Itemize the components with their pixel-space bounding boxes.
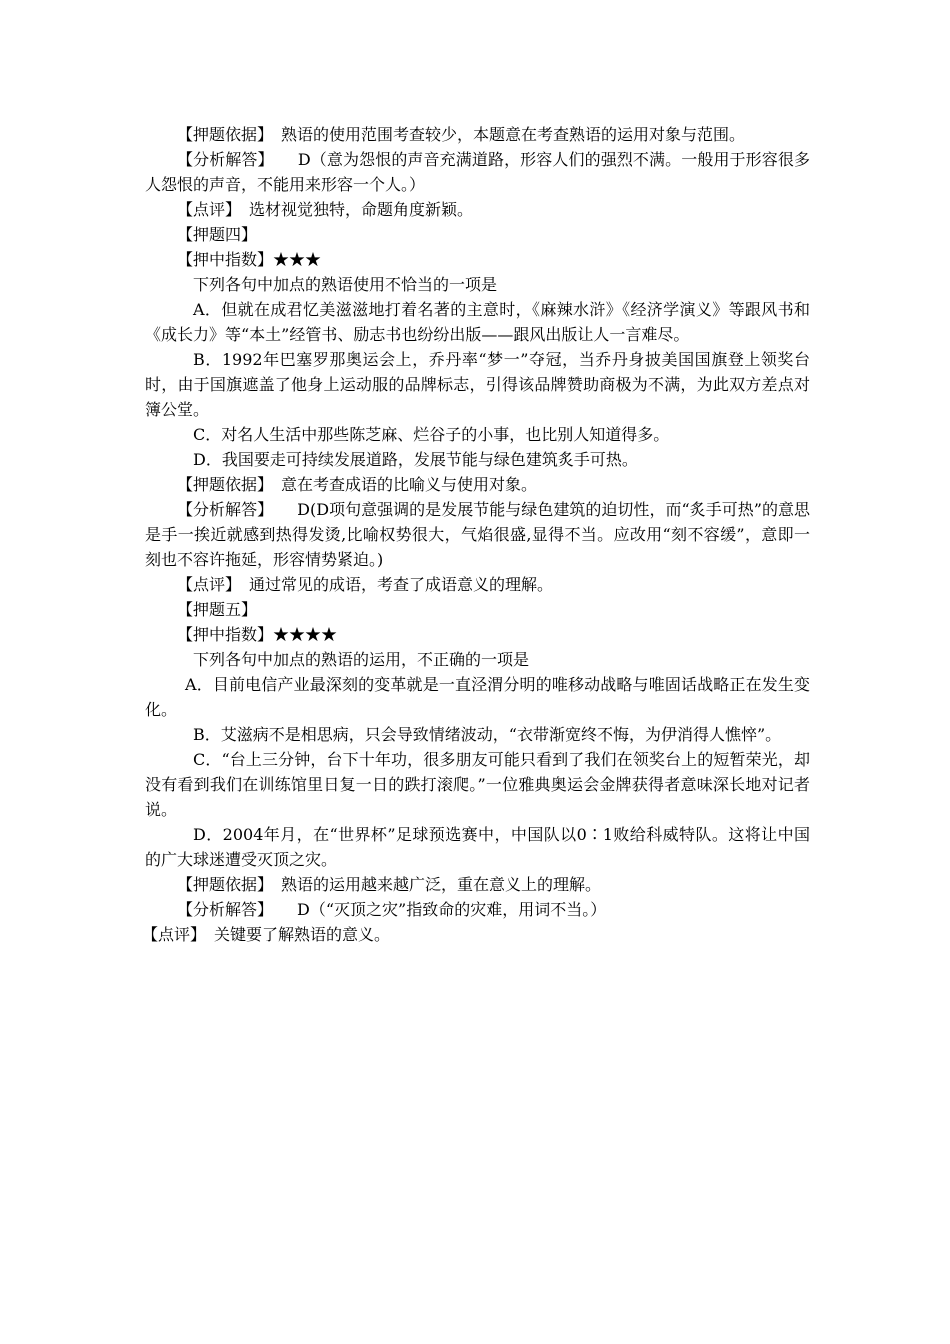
document-page xyxy=(142,122,810,947)
paragraph-basis-5: 【押题依据】 熟语的运用越来越广泛，重在意义上的理解。 xyxy=(177,875,602,894)
question-5-option-c: C．“台上三分钟，台下十年功，很多朋友可能只看到了我们在领奖台上的短暂荣光，却没有看到我们在训练馆里日复一日的跌打滚爬。”一位雅典奥运会金牌获得者意味深长地对记者说。 xyxy=(145,750,810,819)
paragraph-answer-3: 【分析解答】 D（意为怨恨的声音充满道路，形容人们的强烈不满。一般用于形容很多人怨恨的声音，不能用来形容一个人。） xyxy=(145,150,810,194)
heading-question-5: 【押题五】 xyxy=(177,600,258,619)
question-4-option-c: C．对名人生活中那些陈芝麻、烂谷子的小事，也比别人知道得多。 xyxy=(193,425,670,444)
paragraph-basis-3: 【押题依据】 熟语的使用范围考查较少，本题意在考查熟语的运用对象与范围。 xyxy=(177,125,746,144)
paragraph-comment-5: 【点评】 关键要了解熟语的意义。 xyxy=(142,925,391,944)
question-5-stem: 下列各句中加点的熟语的运用，不正确的一项是 xyxy=(193,650,530,669)
question-5-option-d: D．2004年月，在“世界杯”足球预选赛中，中国队以0∶1败给科威特队。这将让中国的广大球迷遭受灭顶之灾。 xyxy=(145,825,810,869)
question-5-option-a: A．目前电信产业最深刻的变革就是一直泾渭分明的唯移动战略与唯固话战略正在发生变化。 xyxy=(145,675,810,719)
question-4-option-d: D．我国要走可持续发展道路，发展节能与绿色建筑炙手可热。 xyxy=(193,450,638,469)
paragraph-basis-4: 【押题依据】 意在考查成语的比喻义与使用对象。 xyxy=(177,475,538,494)
question-4-stem: 下列各句中加点的熟语使用不恰当的一项是 xyxy=(193,275,498,294)
paragraph-answer-5: 【分析解答】 D（“灭顶之灾”指致命的灾难，用词不当。） xyxy=(177,900,607,919)
paragraph-answer-4: 【分析解答】 D(D项句意强调的是发展节能与绿色建筑的迫切性，而“炙手可热”的意思是手一挨近就感到热得发烫,比喻权势很大，气焰很盛,显得不当。应改用“刻不容缓”，意即一刻也不容许拖延，形容情势紧迫。) xyxy=(145,500,810,569)
paragraph-comment-4: 【点评】 通过常见的成语，考查了成语意义的理解。 xyxy=(177,575,554,594)
question-4-option-b: B．1992年巴塞罗那奥运会上，乔丹率“梦一”夺冠，当乔丹身披美国国旗登上领奖台时，由于国旗遮盖了他身上运动服的品牌标志，引得该品牌赞助商极为不满，为此双方差点对簿公堂。 xyxy=(145,350,810,419)
question-4-option-a: A．但就在成君忆美滋滋地打着名著的主意时，《麻辣水浒》《经济学演义》等跟风书和《成长力》等“本土”经管书、励志书也纷纷出版——跟风出版让人一言难尽。 xyxy=(145,300,810,344)
rating-question-5: 【押中指数】★★★★ xyxy=(177,625,338,644)
rating-question-4: 【押中指数】★★★ xyxy=(177,250,322,269)
heading-question-4: 【押题四】 xyxy=(177,225,258,244)
question-5-option-b: B．艾滋病不是相思病，只会导致情绪波动，“衣带渐宽终不悔，为伊消得人憔悴”。 xyxy=(193,725,782,744)
paragraph-comment-3: 【点评】 选材视觉独特，命题角度新颖。 xyxy=(177,200,474,219)
